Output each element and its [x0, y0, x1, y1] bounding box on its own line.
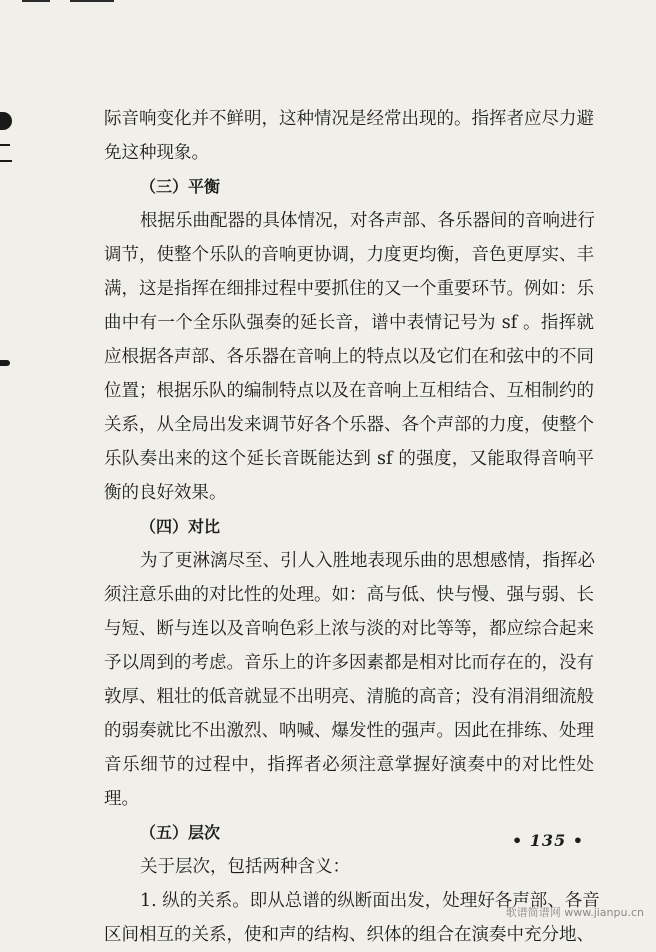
margin-tick-1 [0, 144, 10, 146]
text-line: 区间相互的关系，使和声的结构、织体的组合在演奏中充分地、 [104, 925, 594, 945]
text-line: 应根据各声部、各乐器在音响上的特点以及它们在和弦中的不同 [104, 347, 594, 367]
text-line: 调节，使整个乐队的音响更协调，力度更均衡，音色更厚实、丰 [104, 245, 594, 265]
margin-tick-2 [0, 160, 12, 162]
text-line: 的弱奏就比不出激烈、呐喊、爆发性的强声。因此在排练、处理 [104, 721, 594, 741]
text-line: 乐队奏出来的这个延长音既能达到 sf 的强度，又能取得音响平 [104, 449, 594, 469]
text-line: 敦厚、粗壮的低音就显不出明亮、清脆的高音；没有涓涓细流般 [104, 687, 594, 707]
section-heading: （三）平衡 [140, 177, 221, 196]
text-line: 1. 纵的关系。即从总谱的纵断面出发，处理好各声部、各音 [140, 891, 600, 911]
watermark: 歌谱简谱网 www.jianpu.cn [505, 906, 644, 919]
text-line: 际音响变化并不鲜明，这种情况是经常出现的。指挥者应尽力避 [104, 109, 594, 129]
page-number: • 135 • [512, 831, 584, 850]
text-line: 予以周到的考虑。音乐上的许多因素都是相对比而存在的，没有 [104, 653, 594, 673]
text-line: 关系，从全局出发来调节好各个乐器、各个声部的力度，使整个 [104, 415, 594, 435]
section-heading: （五）层次 [140, 823, 221, 842]
text-line: 理。 [104, 789, 139, 809]
text-line: 曲中有一个全乐队强奏的延长音，谱中表情记号为 sf 。指挥就 [104, 313, 594, 333]
text-line: 根据乐曲配器的具体情况，对各声部、各乐器间的音响进行 [140, 211, 595, 231]
top-rule-left [22, 0, 50, 2]
text-line: 满，这是指挥在细排过程中要抓住的又一个重要环节。例如：乐 [104, 279, 594, 299]
margin-blot-top [0, 112, 12, 130]
section-heading: （四）对比 [140, 517, 221, 536]
margin-blot-mid [0, 360, 10, 366]
text-line: 免这种现象。 [104, 143, 209, 163]
text-line: 须注意乐曲的对比性的处理。如：高与低、快与慢、强与弱、长 [104, 585, 594, 605]
text-line: 与短、断与连以及音响色彩上浓与淡的对比等等，都应综合起来 [104, 619, 594, 639]
top-rule-right [70, 0, 114, 2]
body-text [104, 102, 600, 952]
text-line: 位置；根据乐队的编制特点以及在音响上互相结合、互相制约的 [104, 381, 594, 401]
text-line: 衡的良好效果。 [104, 483, 227, 503]
text-line: 为了更淋漓尽至、引人入胜地表现乐曲的思想感情，指挥必 [140, 551, 595, 571]
text-line: 音乐细节的过程中，指挥者必须注意掌握好演奏中的对比性处 [104, 755, 594, 775]
text-line: 关于层次，包括两种含义： [140, 857, 350, 877]
